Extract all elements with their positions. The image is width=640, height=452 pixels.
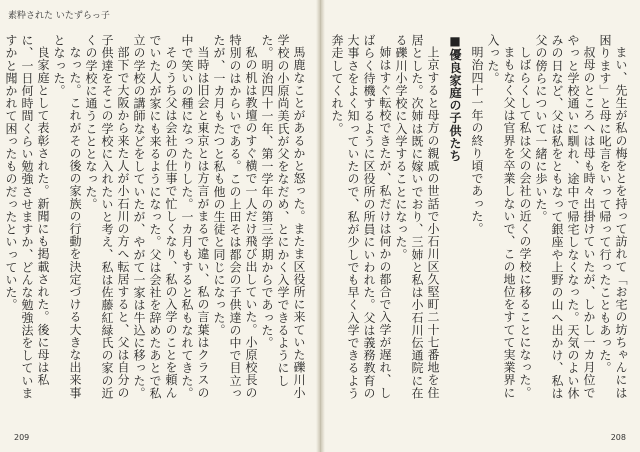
page-number-right: 208 — [610, 433, 626, 442]
paragraph: 明治四十一年の終り頃であった。 — [470, 46, 484, 235]
paragraph: 部下で大阪から来た人が小石川の方へ転居すると、父は自分の子供達をそこの学校に入れたいと考え、私は佐藤紅緑氏の家の近くの学校に通うこととなった。 — [84, 34, 130, 400]
paragraph: 良家庭として表彰された。新聞にも掲載された。後に母は私に、一日何時間くらい勉強させますか、どんな勉強法をしていますかと聞かれて困ったものだったといっていた。 — [4, 34, 50, 400]
section-heading: ■優良家庭の子供たち — [448, 34, 462, 162]
paragraph: なった。これがその後の家族の行動を決定づける大きな出来事となった。 — [52, 34, 82, 399]
book-gutter — [316, 0, 325, 452]
right-page — [321, 0, 640, 452]
page-number-left: 209 — [14, 433, 30, 442]
paragraph: まもなく父は官界を卒業しないで、この地位をすてて実業界に入った。 — [486, 34, 516, 399]
paragraph: そのうち父は会社の仕事で忙しくなり、私の入学のことを頼んでいた人が家にも来るようになった。父は会社を辞めたあとで私立の学校の講師などをしていたが、やがて一家は牛込に移った。 — [132, 34, 178, 400]
paragraph: 当時は旧会と東京とは方言がまるで違い、私の言葉はクラスの中で笑いの種になったりした。一カ月もすると私もなれてきた。 — [180, 34, 210, 400]
paragraph: 叔母のところへは母も時々出掛けていたが、しかし一カ月位でやっと学校通いに馴れ、途中で帰宅しなくなった。天気のよい休みの日など、父は私をともなって銀座や上野の山へ出かけ、私は父の傍らについて一緒に歩いた。 — [534, 34, 596, 400]
running-header: 素粋された いたずらっ子 — [8, 11, 110, 21]
paragraph: 私の机は教壇のすぐ横で一人だけ飛び出していた。小原校長の特別のはからいである。この上田そは都会の子供達の中で目立ったが、一カ月もたつと私も他の生徒と同じになった。 — [212, 34, 258, 400]
paragraph: まい、先生が私の梅をとを持って訪れて「お宅の坊ちゃんには困ります」と母に叱言をいって帰って行ったこともあった。 — [598, 34, 628, 399]
left-page-text — [4, 34, 307, 404]
paragraph: しばらくして私は父の会社の近くの学校に移ることになった。 — [518, 46, 532, 399]
left-page — [0, 0, 319, 452]
paragraph: 上京すると母方の親戚の世話で小石川区久堅町二十七番地を住居とした。次姉は既に嫁いでおり、三姉と私は小石川伝通院に在る礫川小学校に入学することになった。 — [394, 34, 440, 400]
paragraph: 馬鹿なことがあるかと怒った。またま区役所に来ていた礫川小学校の小原尚美氏が父をなだめ、とにかく入学できるようにした。明治四十一年、第一学年の第三学期からであった。 — [260, 34, 306, 399]
paragraph: 姉はすぐ転校できたが、私だけは何かの都合で入学が遅れ、しばらく待機するように区役所の所員にいわれた。父は義務教育の大事さをよく知っていたので、私が少しでも早く入学できるよう奔走してくれた。 — [330, 34, 392, 400]
right-page-text — [330, 34, 629, 404]
